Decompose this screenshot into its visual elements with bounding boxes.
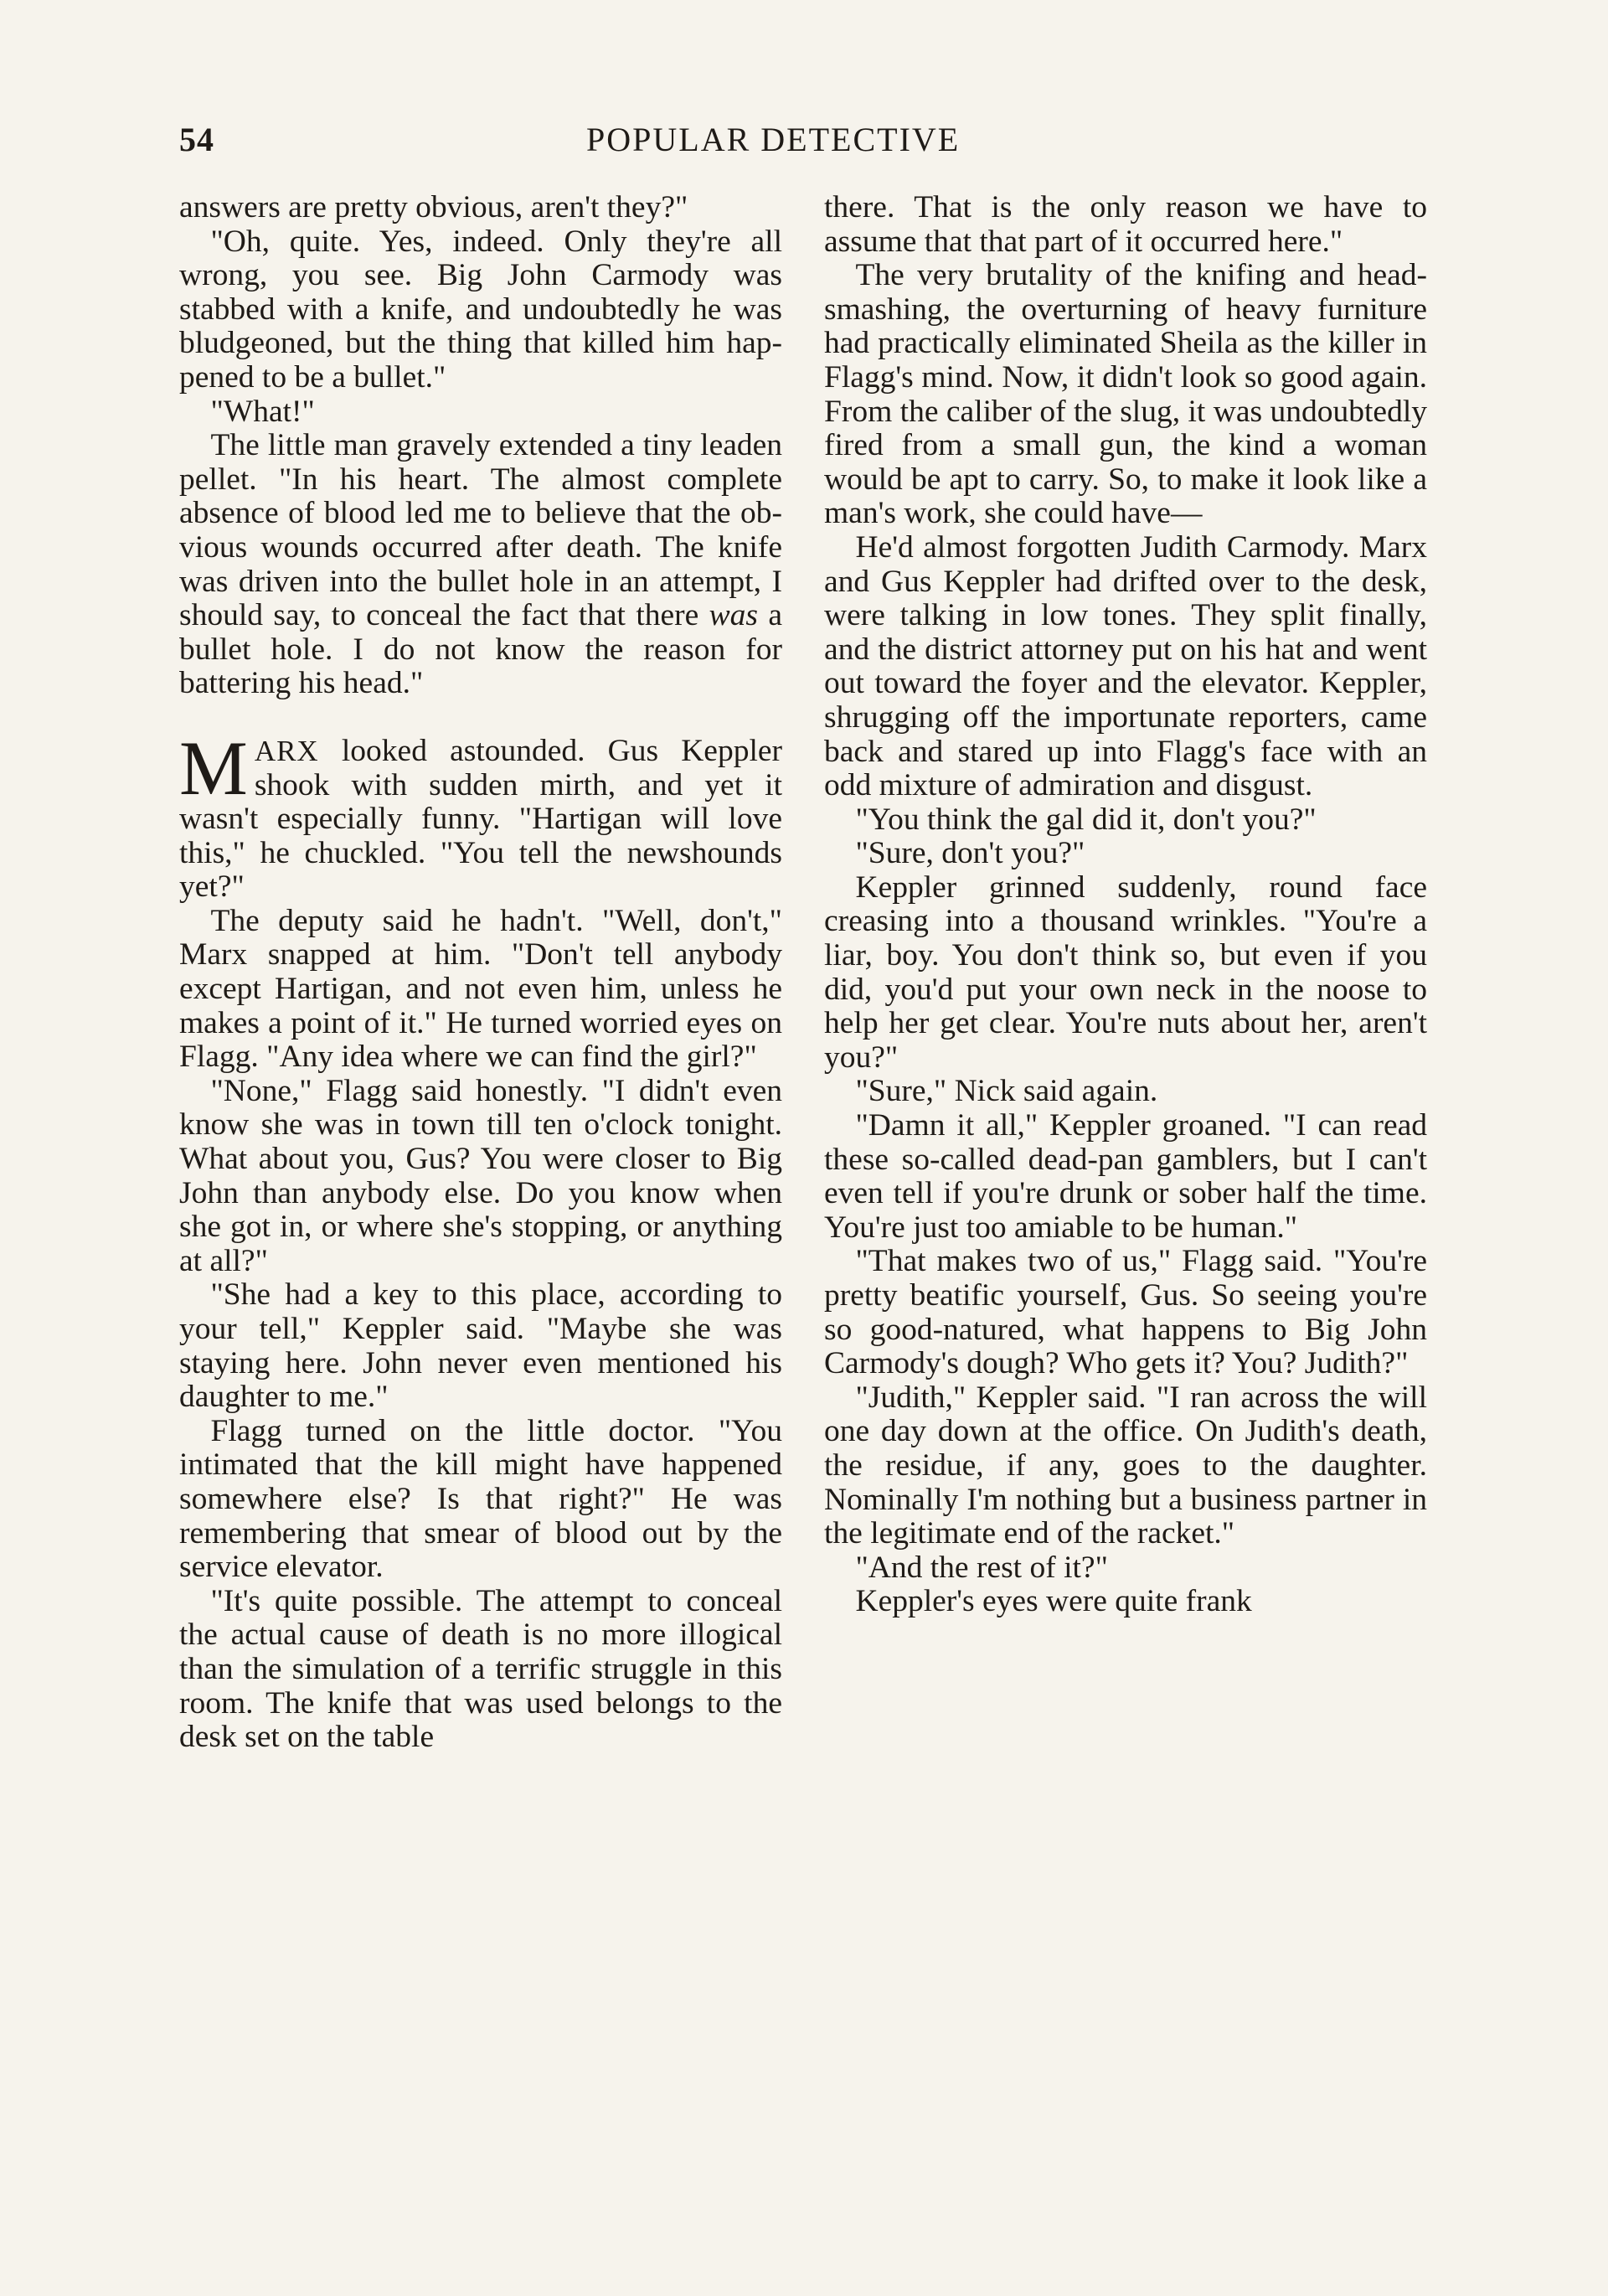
paragraph: "She had a key to this place, according to your tell," Keppler said. "Maybe she was staying here. John never even mentioned his daughter to me."	[179, 1277, 782, 1415]
left-column	[179, 191, 782, 1755]
paragraph: "You think the gal did it, don't you?"	[855, 802, 1317, 837]
paragraph: Flagg turned on the little doctor. "You intimated that the kill might have happened somewhere else? Is that right?" He was remembering that smear of blood out by the service elevator.	[179, 1413, 782, 1585]
paragraph: "Oh, quite. Yes, indeed. Only they're all wrong, you see. Big John Carmody was stabbed with a knife, and undoubtedly he was bludgeoned, but the thing that killed him happened to be a bullet."	[179, 224, 782, 395]
paragraph: The deputy said he hadn't. "Well, don't," Marx snapped at him. "Don't tell anybody except Hartigan, and not even him, unless he makes a point of it." He turned worried eyes on Flagg. "Any idea where we can find the girl?"	[179, 903, 782, 1075]
right-column	[824, 191, 1427, 1619]
small-caps-lead: ARX	[254, 734, 319, 767]
paragraph: "Sure, don't you?"	[855, 836, 1085, 871]
paragraph: Keppler's eyes were quite frank	[855, 1584, 1252, 1619]
section-start-paragraph	[179, 725, 782, 905]
paragraph-text: looked astounded. Gus Keppler shook with sudden mirth, and yet it wasn't especially funny. "Hartigan will love this," he chuckled. "You tell the newshounds yet?"	[179, 733, 782, 905]
paragraph: "And the rest of it?"	[855, 1550, 1108, 1585]
paragraph: "What!"	[210, 394, 315, 429]
paragraph: "That makes two of us," Flagg said. "You're pretty beatific yourself, Gus. So seeing you're so good-natured, what happens to Big John Carmody's dough? Who gets it? You? Judith?"	[824, 1244, 1427, 1381]
paragraph: "Judith," Keppler said. "I ran across the will one day down at the office. On Judith's death, the residue, if any, goes to the daughter. Nominally I'm nothing but a business partner in the legitimate end of the racket."	[824, 1380, 1427, 1551]
paragraph: answers are pretty obvious, aren't they?"	[179, 190, 688, 224]
paragraph	[179, 429, 782, 701]
paragraph: "Damn it all," Keppler groaned. "I can read these so-called dead-pan gamblers, but I can't even tell if you're drunk or sober half the time. You're just too amiable to be human."	[824, 1108, 1427, 1245]
emphasis-text: was	[709, 598, 758, 633]
paragraph: Keppler grinned suddenly, round face creasing into a thousand wrinkles. "You're a liar, boy. You don't think so, but even if you did, you'd put your own neck in the noose to help her get clear. You're nuts about her, aren't you?"	[824, 869, 1427, 1075]
paragraph-text: a bullet hole. I do not know the reason for battering his head."	[179, 598, 783, 701]
paragraph: "Sure," Nick said again.	[855, 1074, 1158, 1109]
paragraph: there. That is the only reason we have to assume that that part of it occurred here."	[824, 190, 1427, 259]
paragraph: He'd almost forgotten Judith Carmody. Marx and Gus Keppler had drifted over to the desk, were talking in low tones. They split finally, and the district attorney put on his hat and went out toward the foyer and the elevator. Keppler, shrugging off the importunate reporters, came back and stared up into Flagg's face with an odd mixture of admiration and disgust.	[824, 529, 1427, 803]
paragraph-text: The little man gravely extended a tiny leaden pellet. "In his heart. The almost complete absence of blood led me to believe that the obvious wounds occurred after death. The knife was driven into the bullet hole in an attempt, I should say, to conceal the fact that there	[179, 428, 782, 633]
running-title: POPULAR DETECTIVE	[586, 121, 961, 158]
paragraph: "None," Flagg said honestly. "I didn't even know she was in town till ten o'clock tonight. What about you, Gus? You were closer to Big John than anybody else. Do you know when she got in, or where she's stopping, or anything at all?"	[179, 1073, 782, 1278]
page-number: 54	[179, 121, 214, 158]
drop-cap: M	[179, 725, 248, 811]
paragraph: "It's quite possible. The attempt to conceal the actual cause of death is no more illogical than the simulation of a terrific struggle in this room. The knife that was used belongs to the desk set on the table	[179, 1583, 782, 1755]
paragraph: The very brutality of the knifing and head-smashing, the overturning of heavy furniture had practically eliminated Sheila as the killer in Flagg's mind. Now, it didn't look so good again. From the caliber of the slug, it was undoubtedly fired from a small gun, the kind a woman would be apt to carry. So, to make it look like a man's work, she could have—	[824, 258, 1427, 531]
